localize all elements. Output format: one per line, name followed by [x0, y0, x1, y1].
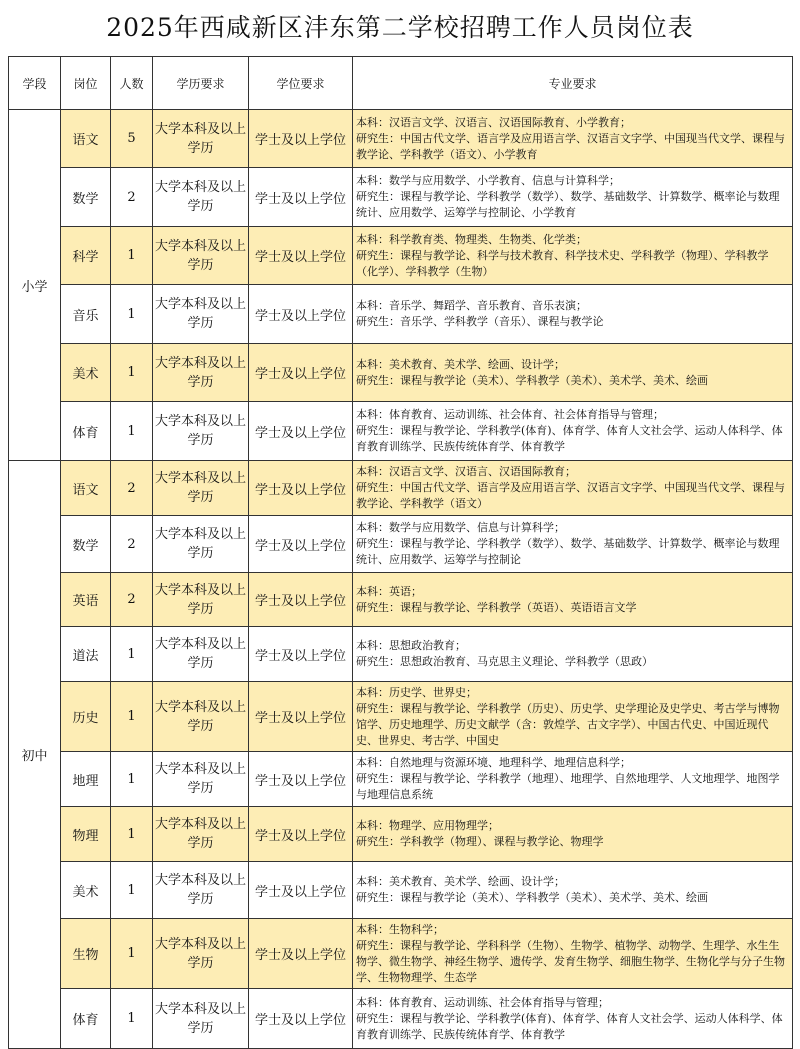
graduate-requirement: 研究生：课程与教学论、学科科学（生物）、生物学、植物学、动物学、生理学、水生生物学、微生物学、神经生物学、遗传学、发育生物学、细胞生物学、生物化学与分子生物学、生物物理学、生态学: [356, 938, 785, 984]
major-cell: [353, 344, 793, 402]
position-cell: 美术: [61, 344, 111, 402]
graduate-requirement: 研究生：课程与教学论、学科教学（历史）、历史学、史学理论及史学史、考古学与博物馆学、历史地理学、历史文献学（含：敦煌学、古文字学）、中国古代史、中国近现代史、世界史、考古学、中国史: [356, 701, 780, 747]
major-cell: [353, 110, 793, 168]
undergrad-requirement: 本科：数学与应用数学、信息与计算科学；: [356, 521, 565, 534]
header-count: 人数: [111, 57, 153, 110]
count-cell: 2: [111, 516, 153, 573]
undergrad-requirement: 本科：数学与应用数学、小学教育、信息与计算科学；: [356, 174, 620, 187]
graduate-requirement: 研究生：课程与教学论、科学与技术教育、科学技术史、学科教学（物理）、学科教学（化学）、学科教学（生物）: [356, 248, 769, 278]
count-cell: 2: [111, 461, 153, 516]
graduate-requirement: 研究生：中国古代文学、语言学及应用语言学、汉语言文字学、中国现当代文学、课程与教学论、学科教学（语文）: [356, 481, 785, 510]
position-cell: 语文: [61, 110, 111, 168]
graduate-requirement: 研究生：课程与教学论、学科教学（数学）、数学、基础数学、计算数学、概率论与数理统计、应用数学、运筹学与控制论: [356, 537, 780, 566]
table-row: [9, 862, 793, 919]
header-position: 岗位: [61, 57, 111, 110]
graduate-requirement: 研究生：课程与教学论（美术）、学科教学（美术）、美术学、美术、绘画: [356, 891, 708, 904]
major-cell: [353, 516, 793, 573]
positions-table: [8, 56, 793, 1049]
major-cell: [353, 807, 793, 862]
undergrad-requirement: 本科：美术教育、美术学、绘画、设计学；: [356, 357, 565, 371]
major-cell: [353, 227, 793, 285]
count-cell: 1: [111, 752, 153, 807]
count-cell: 1: [111, 344, 153, 402]
education-cell: 大学本科及以上学历: [153, 862, 249, 919]
degree-cell: 学士及以上学位: [249, 862, 353, 919]
education-cell: 大学本科及以上学历: [153, 807, 249, 862]
position-cell: 体育: [61, 989, 111, 1049]
undergrad-requirement: 本科：体育教育、运动训练、社会体育、社会体育指导与管理；: [356, 408, 664, 421]
table-row: [9, 752, 793, 807]
count-cell: 1: [111, 862, 153, 919]
table-row: [9, 402, 793, 461]
undergrad-requirement: 本科：思想政治教育；: [356, 639, 466, 652]
position-cell: 科学: [61, 227, 111, 285]
position-cell: 道法: [61, 627, 111, 682]
undergrad-requirement: 本科：物理学、应用物理学；: [356, 819, 499, 832]
degree-cell: 学士及以上学位: [249, 682, 353, 752]
position-cell: 历史: [61, 682, 111, 752]
table-row: [9, 285, 793, 344]
position-cell: 物理: [61, 807, 111, 862]
major-cell: [353, 573, 793, 627]
table-row: [9, 989, 793, 1049]
stage-cell: 小学: [9, 110, 61, 461]
position-cell: 地理: [61, 752, 111, 807]
major-cell: [353, 627, 793, 682]
graduate-requirement: 研究生：音乐学、学科教学（音乐）、课程与教学论: [356, 315, 604, 328]
position-cell: 生物: [61, 919, 111, 989]
degree-cell: 学士及以上学位: [249, 516, 353, 573]
table-row: [9, 516, 793, 573]
degree-cell: 学士及以上学位: [249, 573, 353, 627]
count-cell: 2: [111, 573, 153, 627]
undergrad-requirement: 本科：生物科学；: [356, 922, 444, 936]
education-cell: 大学本科及以上学历: [153, 989, 249, 1049]
count-cell: 1: [111, 919, 153, 989]
undergrad-requirement: 本科：科学教育类、物理类、生物类、化学类；: [356, 232, 587, 246]
undergrad-requirement: 本科：体育教育、运动训练、社会体育指导与管理；: [356, 995, 609, 1009]
education-cell: 大学本科及以上学历: [153, 516, 249, 573]
header-education: 学历要求: [153, 57, 249, 110]
graduate-requirement: 研究生：学科教学（物理）、课程与教学论、物理学: [356, 835, 604, 848]
count-cell: 1: [111, 227, 153, 285]
education-cell: 大学本科及以上学历: [153, 682, 249, 752]
education-cell: 大学本科及以上学历: [153, 573, 249, 627]
major-cell: [353, 989, 793, 1049]
stage-cell: 初中: [9, 461, 61, 1049]
degree-cell: 学士及以上学位: [249, 110, 353, 168]
major-cell: [353, 752, 793, 807]
graduate-requirement: 研究生：课程与教学论、学科教学（地理）、地理学、自然地理学、人文地理学、地图学与地理信息系统: [356, 772, 780, 801]
major-cell: [353, 461, 793, 516]
education-cell: 大学本科及以上学历: [153, 919, 249, 989]
major-cell: [353, 862, 793, 919]
major-cell: [353, 919, 793, 989]
table-body: [9, 110, 793, 1049]
table-row: [9, 573, 793, 627]
header-major: 专业要求: [353, 57, 793, 110]
graduate-requirement: 研究生：课程与教学论、学科教学(体育)、体育学、体育人文社会学、运动人体科学、体育教育训练学、民族传统体育学、体育教学: [356, 424, 783, 453]
table-row: [9, 682, 793, 752]
education-cell: 大学本科及以上学历: [153, 285, 249, 344]
position-cell: 数学: [61, 516, 111, 573]
position-cell: 体育: [61, 402, 111, 461]
major-cell: [353, 402, 793, 461]
undergrad-requirement: 本科：音乐学、舞蹈学、音乐教育、音乐表演；: [356, 299, 587, 312]
education-cell: 大学本科及以上学历: [153, 227, 249, 285]
education-cell: 大学本科及以上学历: [153, 110, 249, 168]
header-degree: 学位要求: [249, 57, 353, 110]
count-cell: 1: [111, 285, 153, 344]
degree-cell: 学士及以上学位: [249, 227, 353, 285]
degree-cell: 学士及以上学位: [249, 989, 353, 1049]
count-cell: 1: [111, 682, 153, 752]
table-row: [9, 344, 793, 402]
major-cell: [353, 285, 793, 344]
degree-cell: 学士及以上学位: [249, 402, 353, 461]
degree-cell: 学士及以上学位: [249, 807, 353, 862]
education-cell: 大学本科及以上学历: [153, 168, 249, 227]
undergrad-requirement: 本科：英语；: [356, 584, 422, 598]
table-row: [9, 919, 793, 989]
position-cell: 音乐: [61, 285, 111, 344]
education-cell: 大学本科及以上学历: [153, 627, 249, 682]
degree-cell: 学士及以上学位: [249, 344, 353, 402]
graduate-requirement: 研究生：课程与教学论、学科教学(体育)、体育学、体育人文社会学、运动人体科学、体育教育训练学、民族传统体育学、体育教学: [356, 1011, 783, 1041]
degree-cell: 学士及以上学位: [249, 627, 353, 682]
major-cell: [353, 682, 793, 752]
count-cell: 1: [111, 402, 153, 461]
undergrad-requirement: 本科：汉语言文学、汉语言、汉语国际教育、小学教育；: [356, 115, 631, 129]
graduate-requirement: 研究生：课程与教学论、学科教学（数学）、数学、基础数学、计算数学、概率论与数理统计、应用数学、运筹学与控制论、小学教育: [356, 190, 780, 219]
degree-cell: 学士及以上学位: [249, 168, 353, 227]
graduate-requirement: 研究生：中国古代文学、语言学及应用语言学、汉语言文字学、中国现当代文学、课程与教学论、学科教学（语文）、小学教育: [356, 131, 785, 161]
count-cell: 5: [111, 110, 153, 168]
graduate-requirement: 研究生：课程与教学论、学科教学（英语）、英语语言文学: [356, 600, 637, 614]
page-title: 2025年西咸新区沣东第二学校招聘工作人员岗位表: [106, 13, 694, 42]
count-cell: 1: [111, 989, 153, 1049]
education-cell: 大学本科及以上学历: [153, 461, 249, 516]
undergrad-requirement: 本科：历史学、世界史；: [356, 685, 477, 699]
undergrad-requirement: 本科：汉语言文学、汉语言、汉语国际教育；: [356, 465, 576, 478]
degree-cell: 学士及以上学位: [249, 919, 353, 989]
graduate-requirement: 研究生：课程与教学论（美术）、学科教学（美术）、美术学、美术、绘画: [356, 373, 708, 387]
position-cell: 美术: [61, 862, 111, 919]
degree-cell: 学士及以上学位: [249, 285, 353, 344]
undergrad-requirement: 本科：美术教育、美术学、绘画、设计学；: [356, 875, 565, 888]
count-cell: 1: [111, 807, 153, 862]
degree-cell: 学士及以上学位: [249, 752, 353, 807]
table-row: [9, 110, 793, 168]
undergrad-requirement: 本科：自然地理与资源环境、地理科学、地理信息科学；: [356, 756, 631, 769]
table-row: [9, 227, 793, 285]
count-cell: 2: [111, 168, 153, 227]
table-row: [9, 807, 793, 862]
education-cell: 大学本科及以上学历: [153, 752, 249, 807]
table-row: [9, 627, 793, 682]
education-cell: 大学本科及以上学历: [153, 402, 249, 461]
count-cell: 1: [111, 627, 153, 682]
graduate-requirement: 研究生：思想政治教育、马克思主义理论、学科教学（思政）: [356, 655, 653, 668]
education-cell: 大学本科及以上学历: [153, 344, 249, 402]
header-row: [9, 57, 793, 110]
table-row: [9, 461, 793, 516]
header-stage: 学段: [9, 57, 61, 110]
table-row: [9, 168, 793, 227]
position-cell: 语文: [61, 461, 111, 516]
degree-cell: 学士及以上学位: [249, 461, 353, 516]
position-cell: 英语: [61, 573, 111, 627]
major-cell: [353, 168, 793, 227]
position-cell: 数学: [61, 168, 111, 227]
